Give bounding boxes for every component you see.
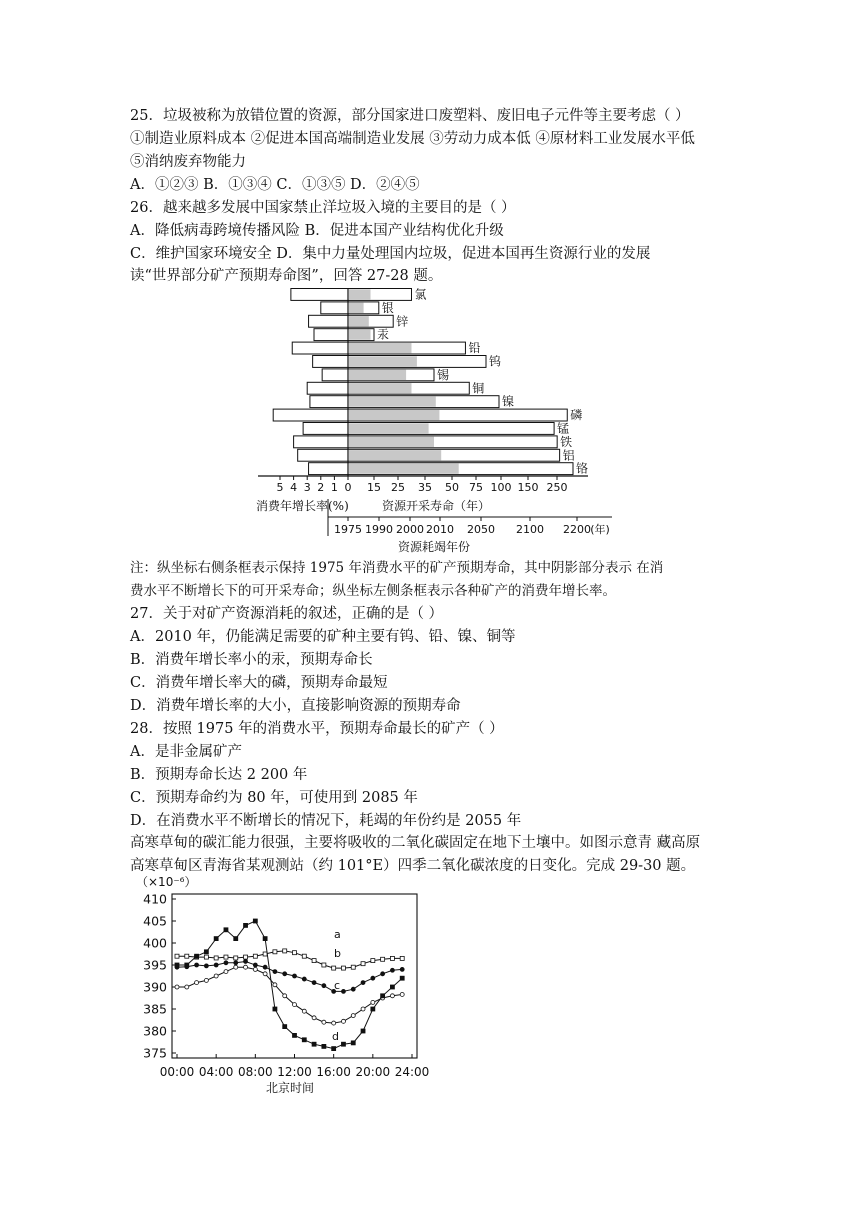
co2-data-point [322,1020,326,1024]
co2-data-point [371,976,375,980]
mineral-label: 铁 [560,434,573,449]
mineral-label: 铬 [576,461,589,476]
q26-stem: 26．越来越多发展中国家禁止洋垃圾入境的主要目的是（ ） [130,200,516,216]
co2-data-point [224,970,228,974]
co2-data-point [322,984,326,988]
y-unit-label: （×10⁻⁶） [136,875,197,889]
x-tick-label: 04:00 [198,1065,234,1079]
co2-data-point [273,970,277,974]
right-axis-tick: 50 [445,481,459,494]
mineral-label: 磷 [570,408,583,423]
y-tick-label: 390 [143,979,167,995]
co2-data-point [361,962,365,966]
growing-consumption-shade [349,437,434,447]
co2-data-point [283,1025,287,1029]
growing-consumption-shade [349,289,371,299]
co2-data-point [390,985,394,989]
q28-option-b: B．预期寿命长达 2 200 年 [130,767,308,783]
co2-data-point [185,985,189,989]
growth-rate-bar [309,315,348,327]
right-axis-tick: 15 [367,481,381,494]
co2-data-point [283,994,287,998]
q27-option-b: B．消费年增长率小的汞，预期寿命长 [130,652,373,668]
q27-option-d: D．消费年增长率的大小，直接影响资源的预期寿命 [130,698,461,714]
growing-consumption-shade [349,343,412,353]
q25-stem: 25．垃圾被称为放错位置的资源，部分国家进口废塑料、废旧电子元件等主要考虑（ ） [130,108,690,124]
intro-29-30-line2: 高寒草甸区青海省某观测站（约 101°E）四季二氧化碳浓度的日变化。完成 29-30 题。 [130,858,696,874]
mineral-label: 铝 [562,448,575,463]
co2-data-point [390,968,394,972]
y-tick-label: 375 [143,1045,167,1061]
growing-consumption-shade [349,450,441,460]
co2-data-point [175,954,179,958]
co2-series-line [177,921,402,1049]
year-tick: 2050 [467,523,495,536]
growing-consumption-shade [349,303,364,313]
co2-series-line [177,967,402,1023]
series-label: d [332,1030,339,1043]
growing-consumption-shade [349,383,412,393]
x-tick-label: 00:00 [159,1065,195,1079]
co2-data-point [273,983,277,987]
growing-consumption-shade [349,397,436,407]
co2-data-point [185,954,189,958]
growing-consumption-shade [349,410,439,420]
co2-data-point [244,959,248,963]
right-axis-label: 资源开采寿命（年） [382,499,491,513]
x-tick-label: 12:00 [277,1065,312,1079]
year-tick: 1975 [334,523,362,536]
left-axis-tick: 2 [317,481,325,494]
chart-note-line2: 费水平不断增长下的可开采寿命；纵坐标左侧条框表示各种矿产的消费年增长率。 [130,583,616,599]
co2-data-point [214,937,218,941]
co2-data-point [234,961,238,965]
q27-stem: 27．关于对矿产资源消耗的叙述，正确的是（ ） [130,606,444,622]
co2-data-point [263,937,267,941]
co2-data-point [224,955,228,959]
co2-data-point [341,966,345,970]
growing-consumption-shade [349,464,459,474]
chart-note-line1: 注：纵坐标右侧条框表示保持 1975 年消费水平的矿产预期寿命，其中阴影部分表示 在消 [130,560,664,576]
co2-data-point [214,974,218,978]
co2-data-point [253,954,257,958]
q25-items-cont: ⑤消纳废弃物能力 [130,154,246,170]
q26-options-ab: A．降低病毒跨境传播风险 B．促进本国产业结构优化升级 [130,223,504,239]
co2-data-point [195,963,199,967]
right-axis-tick: 100 [490,481,512,494]
growing-consumption-shade [349,316,369,326]
co2-data-point [273,950,277,954]
co2-data-point [332,1021,336,1025]
co2-data-point [302,954,306,958]
co2-data-point [351,965,355,969]
co2-data-point [224,961,228,965]
growth-rate-bar [307,382,348,394]
growing-consumption-shade [349,330,371,340]
co2-data-point [195,954,199,958]
co2-data-point [175,963,179,967]
left-axis-tick: 3 [303,481,311,494]
growth-rate-bar [292,342,348,354]
co2-data-point [390,994,394,998]
co2-data-point [390,956,394,960]
co2-data-point [341,1019,345,1023]
mineral-label: 铜 [472,381,485,396]
co2-data-point [341,989,345,993]
x-tick-label: 16:00 [316,1065,351,1079]
co2-data-point [293,1003,297,1007]
mineral-lifespan-chart [240,282,630,554]
year-tick: 1990 [365,523,393,536]
growth-rate-bar [310,396,348,408]
growth-rate-bar [313,356,348,368]
co2-data-point [263,952,267,956]
co2-data-point [381,957,385,961]
co2-data-point [224,928,228,932]
co2-data-point [204,978,208,982]
co2-data-point [204,955,208,959]
co2-data-point [381,994,385,998]
co2-data-point [234,956,238,960]
left-axis-tick: 4 [290,481,298,494]
right-axis-tick: 25 [391,481,405,494]
growth-rate-bar [298,449,348,461]
co2-data-point [253,967,257,971]
mineral-label: 钨 [489,354,502,369]
q26-options-cd: C．维护国家环境安全 D．集中力量处理国内垃圾，促进本国再生资源行业的发展 [130,246,651,262]
q25-items: ①制造业原料成本 ②促进本国高端制造业发展 ③劳动力成本低 ④原材料工业发展水平低 [130,131,695,147]
right-axis-tick: 35 [418,481,432,494]
co2-data-point [312,959,316,963]
mineral-label: 氯 [414,287,427,302]
co2-daily-chart [128,870,434,1100]
co2-data-point [293,974,297,978]
q28-stem: 28．按照 1975 年的消费水平，预期寿命最长的矿产（ ） [130,721,504,737]
mineral-label: 铅 [468,341,481,356]
q27-option-a: A．2010 年，仍能满足需要的矿种主要有钨、铅、镍、铜等 [130,629,516,645]
co2-data-point [351,1014,355,1018]
growth-rate-bar [291,289,348,301]
year-tick: (年) [590,523,610,536]
mineral-label: 汞 [377,327,390,342]
co2-data-point [283,949,287,953]
series-label: a [334,928,341,941]
growth-rate-bar [321,302,348,314]
left-axis-tick: 5 [276,481,284,494]
co2-data-point [381,972,385,976]
co2-data-point [263,965,267,969]
co2-data-point [204,950,208,954]
x-tick-label: 24:00 [394,1065,430,1079]
intro-27-28: 读“世界部分矿产预期寿命图”，回答 27-28 题。 [130,268,443,284]
right-axis-tick: 250 [546,481,568,494]
x-axis-label: 北京时间 [266,1081,315,1095]
series-label: c [334,979,341,992]
co2-data-point [234,965,238,969]
growth-rate-bar [314,329,348,341]
co2-data-point [273,1007,277,1011]
co2-data-point [371,1000,375,1004]
co2-data-point [400,967,404,971]
intro-29-30-line1: 高寒草甸的碳汇能力很强，主要将吸收的二氧化碳固定在地下土壤中。如图示意青 藏高原 [130,835,701,851]
mineral-label: 锡 [437,367,450,382]
q28-option-d: D．在消费水平不断增长的情况下，耗竭的年份约是 2055 年 [130,813,522,829]
co2-data-point [361,1029,365,1033]
co2-data-point [400,992,404,996]
year-tick: 2100 [516,523,544,536]
co2-data-point [302,1038,306,1042]
y-tick-label: 395 [143,957,167,973]
y-tick-label: 380 [143,1023,167,1039]
co2-data-point [312,1042,316,1046]
co2-data-point [293,1033,297,1037]
q27-option-c: C．消费年增长率大的磷，预期寿命最短 [130,675,388,691]
co2-data-point [263,972,267,976]
y-tick-label: 400 [143,935,167,951]
growth-rate-bar [294,436,348,448]
growth-rate-bar [273,409,348,421]
co2-data-point [312,1016,316,1020]
series-label: b [334,947,341,960]
co2-data-point [204,964,208,968]
right-axis-tick: 150 [517,481,539,494]
co2-data-point [312,981,316,985]
q28-option-a: A．是非金属矿产 [130,744,242,760]
co2-data-point [214,963,218,967]
bottom-axis-label: 资源耗竭年份 [398,540,471,554]
x-tick-label: 20:00 [355,1065,391,1079]
y-tick-label: 385 [143,1001,167,1017]
co2-data-point [253,963,257,967]
y-tick-label: 405 [143,913,167,929]
year-tick: 2010 [426,523,454,536]
co2-data-point [244,923,248,927]
q28-option-c: C．预期寿命约为 80 年，可使用到 2085 年 [130,790,418,806]
co2-data-point [361,981,365,985]
mineral-label: 银 [381,300,394,315]
co2-data-point [341,1042,345,1046]
growth-rate-bar [322,369,348,381]
co2-data-point [351,1041,355,1045]
left-axis-tick: 1 [330,481,338,494]
co2-data-point [371,1007,375,1011]
co2-data-point [332,1047,336,1051]
co2-data-point [400,976,404,980]
co2-data-point [293,951,297,955]
year-tick: 2000 [396,523,424,536]
co2-data-point [195,981,199,985]
left-axis-tick: 0 [344,481,352,494]
co2-data-point [283,972,287,976]
co2-data-point [175,985,179,989]
growth-rate-bar [309,463,348,475]
co2-data-point [332,966,336,970]
co2-data-point [244,965,248,969]
co2-data-point [185,963,189,967]
growing-consumption-shade [349,370,406,380]
co2-data-point [351,987,355,991]
co2-data-point [214,956,218,960]
co2-data-point [361,1007,365,1011]
co2-data-point [322,1044,326,1048]
co2-data-point [234,937,238,941]
co2-data-point [244,955,248,959]
mineral-label: 镍 [502,394,515,409]
right-axis-tick: 75 [469,481,483,494]
left-axis-label: 消费年增长率(%) [256,499,349,513]
co2-series-line [177,961,402,991]
growing-consumption-shade [349,423,429,433]
mineral-label: 锌 [396,314,409,329]
co2-data-point [302,1009,306,1013]
growth-rate-bar [303,423,348,435]
co2-data-point [322,963,326,967]
co2-data-point [371,959,375,963]
year-tick: 2200 [563,523,591,536]
growing-consumption-shade [349,356,417,366]
co2-data-point [253,919,257,923]
x-tick-label: 08:00 [238,1065,273,1079]
y-tick-label: 410 [143,891,167,907]
co2-data-point [400,956,404,960]
co2-data-point [302,977,306,981]
mineral-label: 锰 [557,421,570,436]
q25-options: A．①②③ B．①③④ C．①③⑤ D．②④⑤ [130,177,420,193]
